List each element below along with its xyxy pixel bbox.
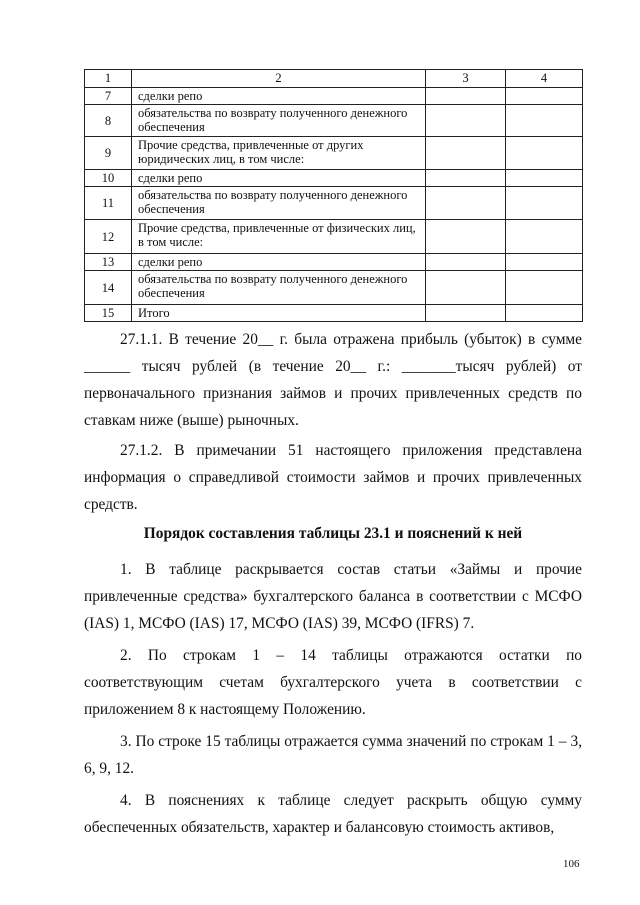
table-row bbox=[85, 88, 583, 105]
header-cell: 3 bbox=[426, 70, 506, 88]
value-cell bbox=[426, 305, 506, 322]
value-cell bbox=[426, 88, 506, 105]
value-cell bbox=[506, 88, 583, 105]
value-cell bbox=[506, 137, 583, 170]
table-header-row bbox=[85, 70, 583, 88]
paragraph-4: 4. В пояснениях к таблице следует раскрыть общую сумму обеспеченных обязательств, характер и балансовую стоимость активов, bbox=[84, 792, 582, 836]
row-label: сделки репо bbox=[132, 170, 426, 187]
row-label: сделки репо bbox=[132, 88, 426, 105]
row-label: сделки репо bbox=[132, 254, 426, 271]
paragraph-27-1-2: 27.1.2. В примечании 51 настоящего приложения представлена информация о справедливой стоимости займов и прочих привлеченных средств. bbox=[84, 442, 582, 513]
value-cell bbox=[426, 170, 506, 187]
row-number: 11 bbox=[85, 187, 132, 220]
paragraph-1: 1. В таблице раскрывается состав статьи «Займы и прочие привлеченные средства» бухгалтерского баланса в соответствии с МСФО (IAS) 1, МСФО (IAS) 17, МСФО (IAS) 39, МСФО (IFRS) 7. bbox=[84, 561, 582, 632]
value-cell bbox=[426, 187, 506, 220]
paragraph-27-1-1: 27.1.1. В течение 20__ г. была отражена прибыль (убыток) в сумме ______ тысяч рублей (в течение 20__ г.: _______тысяч рублей) от первоначального признания займов и прочих привлеченных средств по ставкам ниже (выше) рыночных. bbox=[84, 331, 582, 429]
value-cell bbox=[506, 271, 583, 305]
value-cell bbox=[506, 254, 583, 271]
table-row bbox=[85, 105, 583, 137]
value-cell bbox=[426, 105, 506, 137]
table-row bbox=[85, 170, 583, 187]
value-cell bbox=[426, 137, 506, 170]
paragraph-2: 2. По строкам 1 – 14 таблицы отражаются остатки по соответствующим счетам бухгалтерского учета в соответствии с приложением 8 к настоящему Положению. bbox=[84, 647, 582, 718]
value-cell bbox=[506, 187, 583, 220]
value-cell bbox=[506, 105, 583, 137]
header-cell: 4 bbox=[506, 70, 583, 88]
row-number: 15 bbox=[85, 305, 132, 322]
row-number: 9 bbox=[85, 137, 132, 170]
table-row bbox=[85, 187, 583, 220]
row-number: 8 bbox=[85, 105, 132, 137]
paragraph-3: 3. По строке 15 таблицы отражается сумма значений по строкам 1 – 3, 6, 9, 12. bbox=[84, 733, 582, 777]
row-label: Итого bbox=[132, 305, 426, 322]
row-label: обязательства по возврату полученного денежного обеспечения bbox=[132, 187, 426, 220]
value-cell bbox=[426, 220, 506, 254]
row-label: обязательства по возврату полученного денежного обеспечения bbox=[132, 105, 426, 137]
value-cell bbox=[506, 170, 583, 187]
table-row bbox=[85, 271, 583, 305]
page-number: 106 bbox=[563, 858, 580, 870]
row-number: 7 bbox=[85, 88, 132, 105]
row-label: Прочие средства, привлеченные от других юридических лиц, в том числе: bbox=[132, 137, 426, 170]
borrowings-table bbox=[84, 69, 583, 322]
value-cell bbox=[426, 271, 506, 305]
value-cell bbox=[426, 254, 506, 271]
row-label: обязательства по возврату полученного денежного обеспечения bbox=[132, 271, 426, 305]
section-title: Порядок составления таблицы 23.1 и пояснений к ней bbox=[143, 525, 523, 542]
row-label: Прочие средства, привлеченные от физических лиц, в том числе: bbox=[132, 220, 426, 254]
header-cell: 2 bbox=[132, 70, 426, 88]
row-number: 10 bbox=[85, 170, 132, 187]
row-number: 12 bbox=[85, 220, 132, 254]
table-row bbox=[85, 220, 583, 254]
table-row-total bbox=[85, 305, 583, 322]
value-cell bbox=[506, 305, 583, 322]
table-row bbox=[85, 254, 583, 271]
table-row bbox=[85, 137, 583, 170]
row-number: 14 bbox=[85, 271, 132, 305]
row-number: 13 bbox=[85, 254, 132, 271]
notes-block-bottom bbox=[84, 556, 582, 841]
header-cell: 1 bbox=[85, 70, 132, 88]
value-cell bbox=[506, 220, 583, 254]
notes-block-top bbox=[84, 326, 582, 518]
